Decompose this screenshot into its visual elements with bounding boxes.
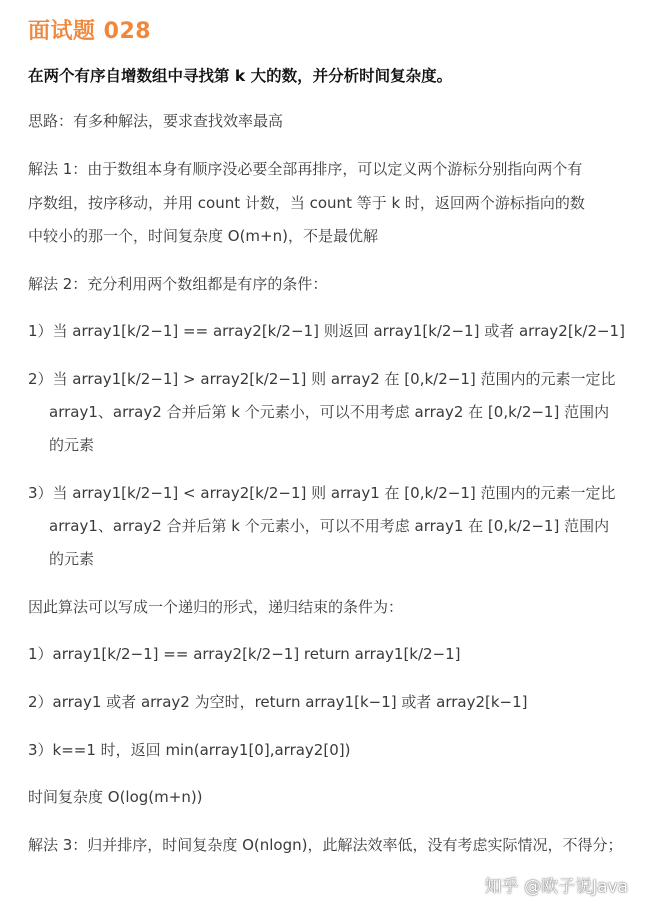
paragraph-solution3: 解法 3：归并排序，时间复杂度 O(nlogn)，此解法效率低，没有考虑实际情况，不得分； xyxy=(28,836,623,854)
solution2-item3-line3: 的元素 xyxy=(49,550,95,568)
paragraph-solution2: 解法 2：充分利用两个数组都是有序的条件： xyxy=(28,275,328,293)
solution2-item2-line2: array1、array2 合并后第 k 个元素小，可以不用考虑 array2 在 [0,k/2−1] 范围内 xyxy=(49,403,610,421)
paragraph-idea: 思路：有多种解法，要求查找效率最高 xyxy=(28,112,284,130)
article-title: 面试题 028 xyxy=(28,19,152,44)
recursion-intro: 因此算法可以写成一个递归的形式，递归结束的条件为： xyxy=(28,598,404,616)
paragraph-solution1-line1: 解法 1：由于数组本身有顺序没必要全部再排序，可以定义两个游标分别指向两个有 xyxy=(28,160,583,178)
question-heading: 在两个有序自增数组中寻找第 k 大的数，并分析时间复杂度。 xyxy=(28,67,453,85)
solution2-item2-line3: 的元素 xyxy=(49,436,95,454)
complexity-line: 时间复杂度 O(log(m+n)) xyxy=(28,788,203,806)
paragraph-solution1-line3: 中较小的那一个，时间复杂度 O(m+n)，不是最优解 xyxy=(28,227,378,245)
watermark: 知乎 @欧子说Java xyxy=(484,877,628,897)
solution2-item3-line1: 3）当 array1[k/2−1] < array2[k/2−1] 则 array1 在 [0,k/2−1] 范围内的元素一定比 xyxy=(28,484,616,502)
recursion-cond3: 3）k==1 时，返回 min(array1[0],array2[0]) xyxy=(28,741,351,759)
recursion-cond2: 2）array1 或者 array2 为空时，return array1[k−1] 或者 array2[k−1] xyxy=(28,693,528,711)
recursion-cond1: 1）array1[k/2−1] == array2[k/2−1] return array1[k/2−1] xyxy=(28,645,461,663)
paragraph-solution1-line2: 序数组，按序移动，并用 count 计数，当 count 等于 k 时，返回两个游标指向的数 xyxy=(28,194,585,212)
solution2-item3-line2: array1、array2 合并后第 k 个元素小，可以不用考虑 array1 在 [0,k/2−1] 范围内 xyxy=(49,517,610,535)
solution2-item1: 1）当 array1[k/2−1] == array2[k/2−1] 则返回 array1[k/2−1] 或者 array2[k/2−1] xyxy=(28,322,625,340)
solution2-item2-line1: 2）当 array1[k/2−1] > array2[k/2−1] 则 array2 在 [0,k/2−1] 范围内的元素一定比 xyxy=(28,370,616,388)
